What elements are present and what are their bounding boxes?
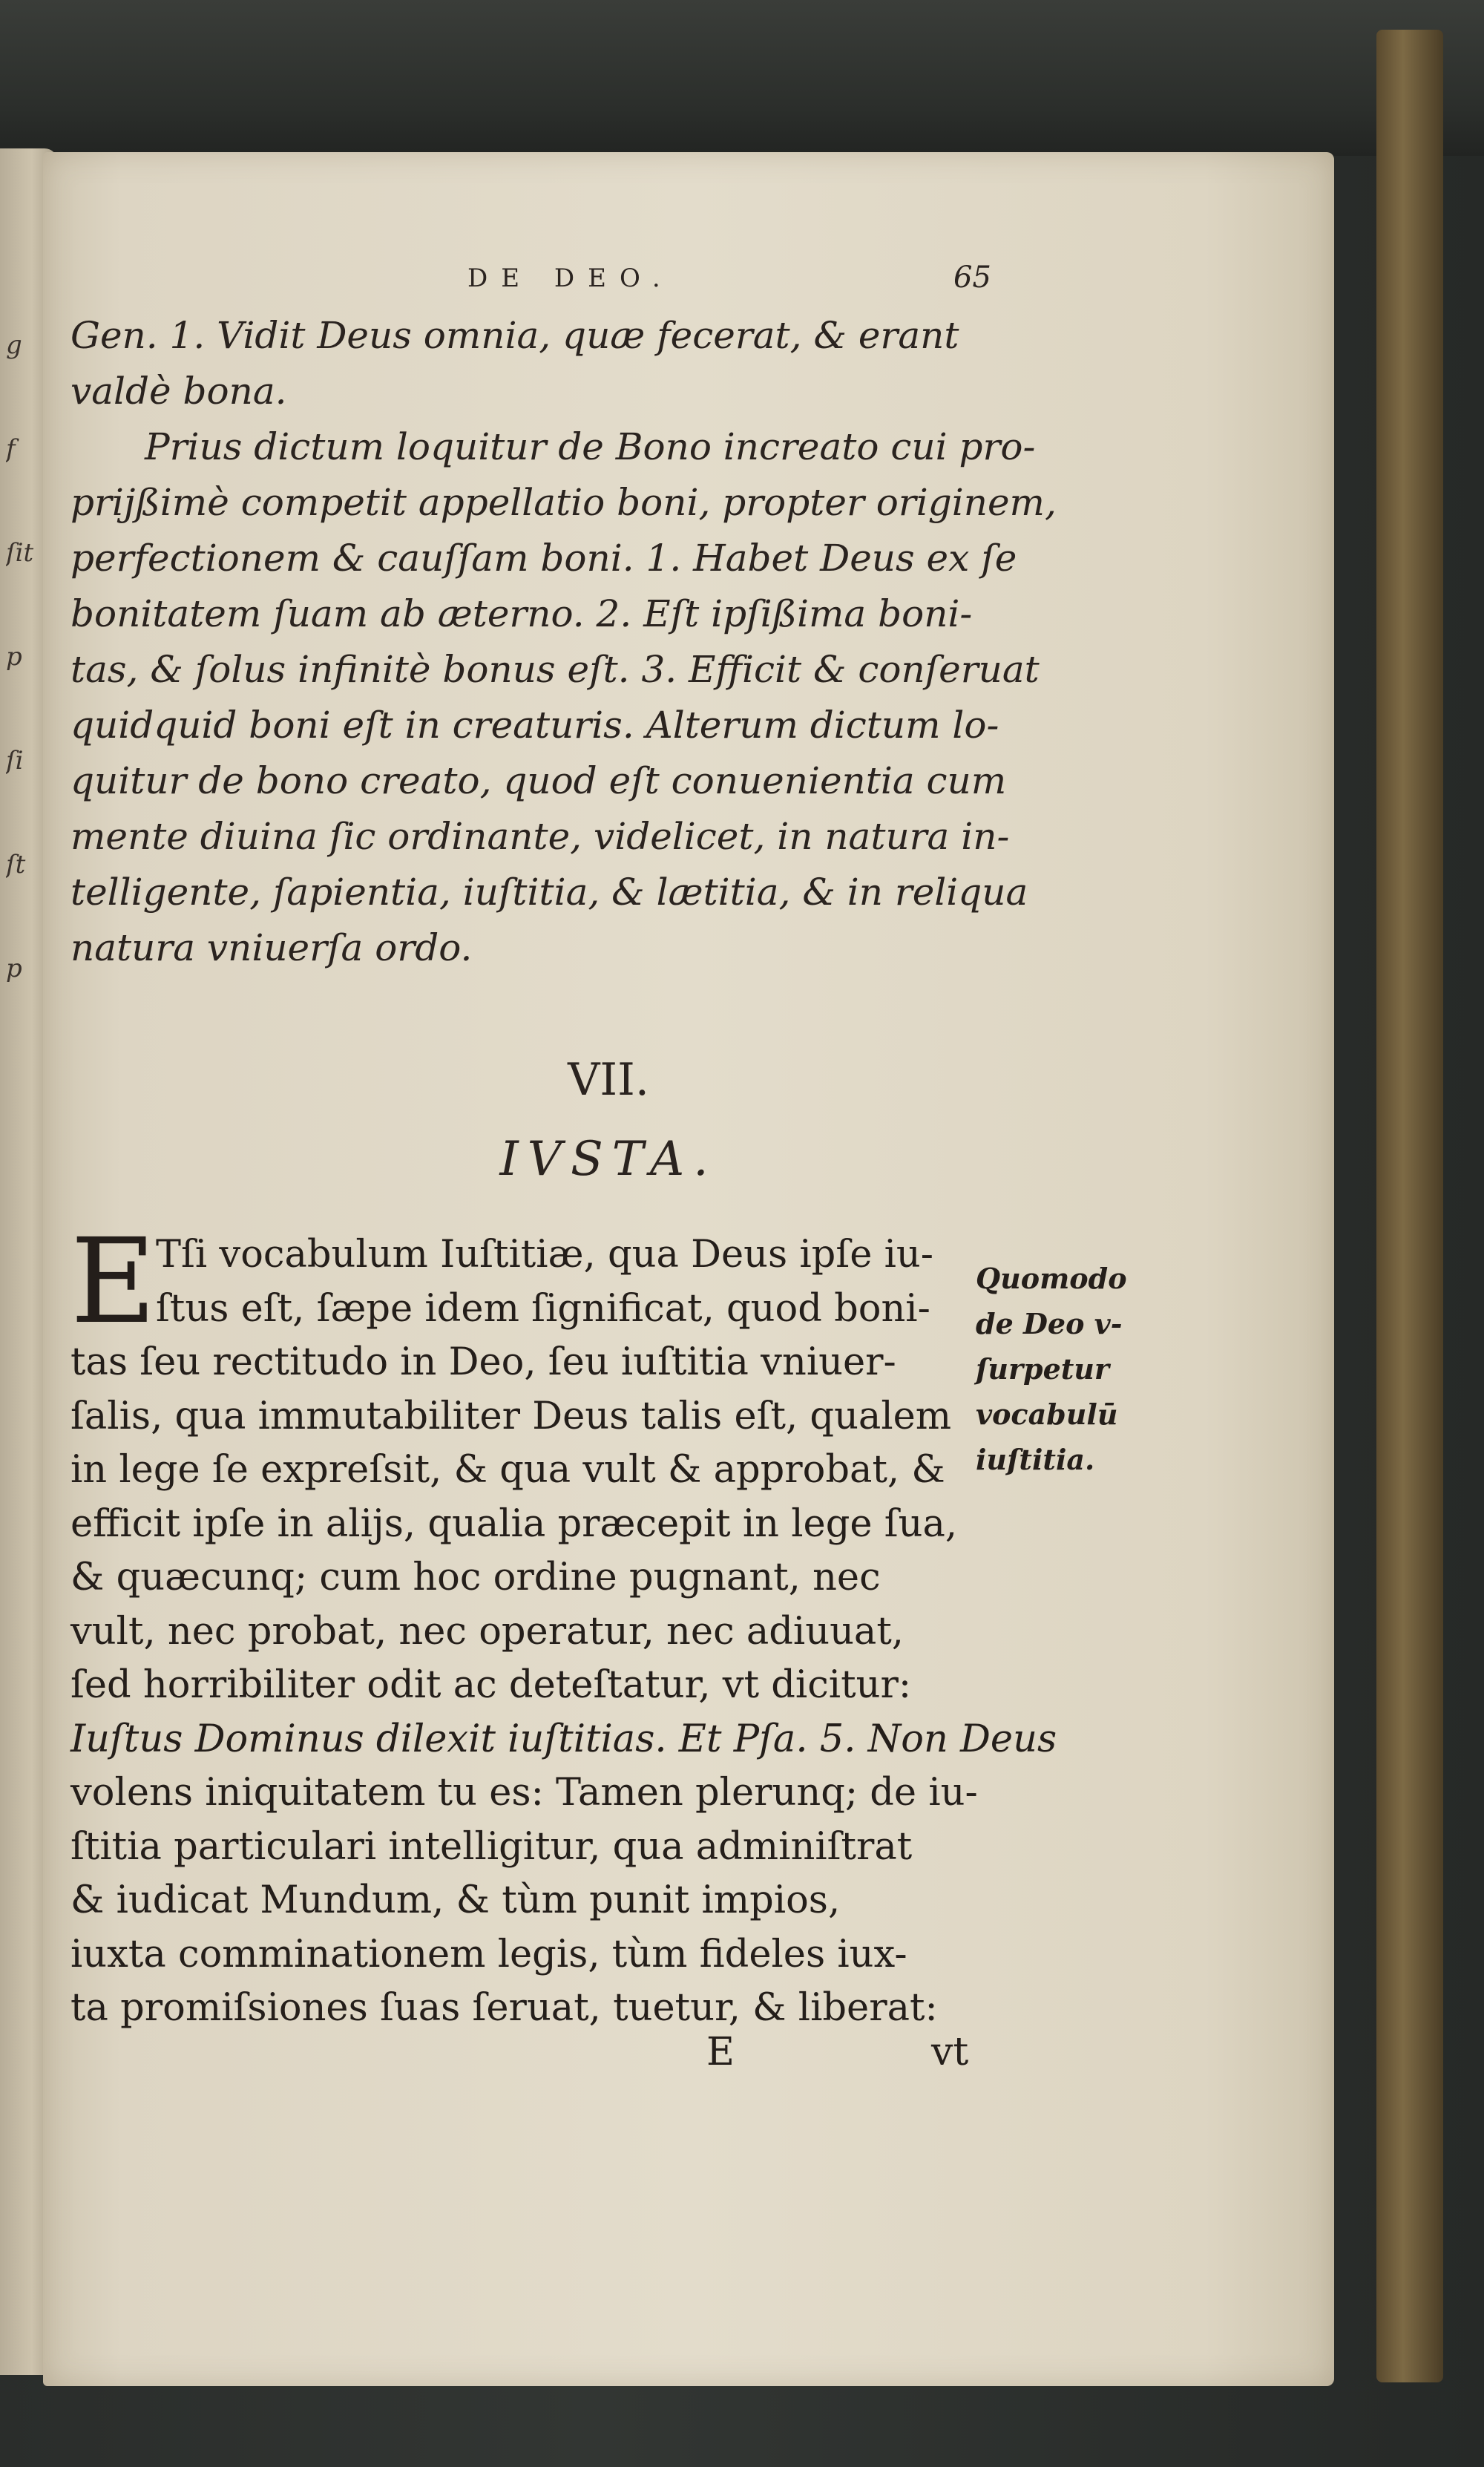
text-line: ta promiſsiones ſuas ſeruat, tuetur, & liberat: [70, 1986, 938, 2030]
text-line: volens iniquitatem tu es: Tamen plerunq; de iu- [70, 1771, 978, 1815]
text-line: Tſi vocabulum Iuſtitiæ, qua Deus ipſe iu- [156, 1233, 933, 1277]
running-head [0, 263, 1484, 308]
signature-mark: E [706, 2030, 735, 2074]
text-line: Gen. 1. Vidit Deus omnia, quæ fecerat, & erant [70, 314, 959, 357]
text-line: ſalis, qua immutabiliter Deus talis eſt, qualem [70, 1394, 952, 1438]
section-title: IVSTA. [499, 1132, 718, 1187]
facing-page-fragment [6, 787, 50, 839]
facing-page-fragment: ſt [6, 850, 26, 879]
running-head-title: DE DEO. [467, 263, 674, 293]
text-line: & quæcunq; cum hoc ordine pugnant, nec [70, 1556, 881, 1599]
text-line: & iudicat Mundum, & tùm punit impios, [70, 1878, 841, 1922]
facing-page-fragment [6, 579, 50, 631]
text-line: efficit ipſe in alijs, qualia præcepit in lege ſua, [70, 1501, 958, 1546]
catchword: vt [931, 2030, 969, 2074]
page-footer [0, 2030, 1484, 2074]
text-line: ſtitia particulari intelligitur, qua adminiſtrat [70, 1824, 913, 1869]
text-line: Iuſtus Dominus dilexit iuſtitias. Et Pſa. 5. Non Deus [70, 1717, 1057, 1761]
margin-note-line: Quomodo [976, 1262, 1127, 1295]
text-line: perfectionem & cauſſam boni. 1. Habet Deus ex ſe [70, 537, 1017, 580]
section-number: VII. [568, 1054, 649, 1106]
text-line: vult, nec probat, nec operatur, nec adiuuat, [70, 1609, 904, 1654]
text-line: ſed horribiliter odit ac deteſtatur, vt dicitur: [70, 1663, 912, 1707]
drop-capital: E [70, 1213, 157, 1350]
facing-page-fragment: g [6, 330, 22, 360]
facing-page-fragment: ſit [6, 538, 34, 568]
facing-page-fragment [6, 683, 50, 735]
text-line: bonitatem ſuam ab æterno. 2. Eſt ipſißima boni- [70, 592, 973, 635]
facing-page-fragment: p [6, 642, 22, 672]
text-line: valdè bona. [70, 370, 287, 413]
margin-note-line: vocabulū [976, 1398, 1118, 1431]
text-line: in lege ſe expreſsit, & qua vult & approbat, & [70, 1448, 945, 1492]
facing-page-fragment [6, 371, 50, 423]
facing-page-fragment [6, 891, 50, 943]
marginal-note [976, 1256, 1176, 1482]
text-line: mente diuina ſic ordinante, videlicet, in natura in- [70, 815, 1010, 858]
text-line: telligente, ſapientia, iuſtitia, & lætitia, & in reliqua [70, 871, 1028, 914]
facing-page-text-fragments [6, 319, 50, 995]
text-line: Prius dictum loquitur de Bono increato cui pro- [145, 425, 1036, 468]
facing-page-fragment [6, 475, 50, 527]
facing-page-fragment: p [6, 954, 22, 983]
text-line: tas ſeu rectitudo in Deo, ſeu iuſtitia vniuer- [70, 1340, 896, 1384]
margin-note-line: ſurpetur [976, 1352, 1109, 1386]
margin-note-line: iuſtitia. [976, 1443, 1095, 1476]
text-line: iuxta comminationem legis, tùm fideles iux- [70, 1932, 907, 1976]
text-line: ſtus eſt, ſæpe idem ſignificat, quod boni- [156, 1286, 930, 1331]
text-line: prijßimè competit appellatio boni, propter originem, [70, 481, 1057, 524]
book-top-edge [0, 0, 1484, 156]
margin-note-line: de Deo v- [976, 1307, 1123, 1340]
text-line: natura vniuerſa ordo. [70, 926, 473, 969]
page-number: 65 [953, 261, 991, 295]
text-line: quitur de bono creato, quod eſt conuenientia cum [70, 759, 1007, 802]
italic-paragraph [70, 308, 1057, 976]
text-line: quidquid boni eſt in creaturis. Alterum dictum lo- [70, 704, 999, 747]
text-line: tas, & ſolus infinitè bonus eſt. 3. Efficit & conſeruat [70, 648, 1040, 691]
facing-page-fragment: f [6, 434, 16, 464]
facing-page-fragment: ſi [6, 746, 24, 776]
